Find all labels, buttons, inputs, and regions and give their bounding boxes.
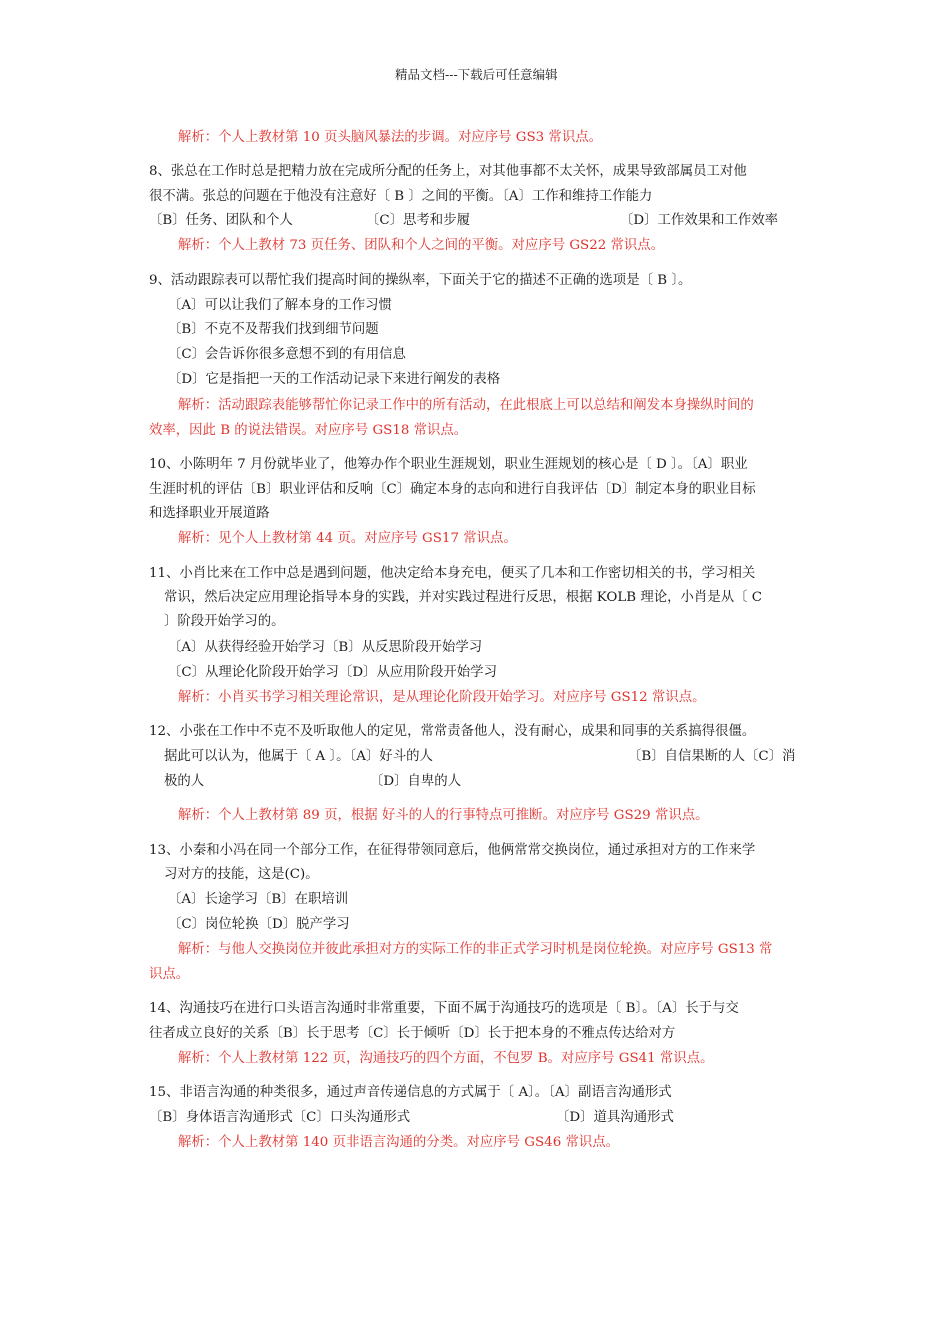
question-line: 〔D〕它是指把一天的工作活动记录下来进行阐发的表格 <box>168 372 501 387</box>
question-line: 〔D〕道具沟通形式 <box>556 1110 674 1125</box>
explanation-line: 解析：个人上教材第 122 页，沟通技巧的四个方面，不包罗 B。对应序号 GS41 常识点。 <box>178 1051 714 1066</box>
question-line: 11、小肖比来在工作中总是遇到问题，他决定给本身充电，便买了几本和工作密切相关的书，学习相关 <box>149 566 756 581</box>
question-line: 和选择职业开展道路 <box>149 506 270 521</box>
question-line: 〔B〕身体语言沟通形式〔C〕口头沟通形式 <box>149 1110 411 1125</box>
explanation-line: 解析：个人上教材第 140 页非语言沟通的分类。对应序号 GS46 常识点。 <box>178 1135 620 1150</box>
question-line: 12、小张在工作中不克不及听取他人的定见，常常责备他人，没有耐心，成果和同事的关系搞得很僵。 <box>149 724 756 739</box>
question-line: 8、张总在工作时总是把精力放在完成所分配的任务上，对其他事都不太关怀，成果导致部属员工对他 <box>149 164 747 179</box>
question-line: 常识，然后决定应用理论指导本身的实践，并对实践过程进行反思，根据 KOLB 理论，小肖是从〔 C <box>164 590 762 605</box>
question-line: 〔B〕任务、团队和个人 <box>149 213 293 228</box>
explanation-line: 效率，因此 B 的说法错误。对应序号 GS18 常识点。 <box>149 423 468 438</box>
question-line: 15、非语言沟通的种类很多，通过声音传递信息的方式属于〔 A〕。〔A〕副语言沟通形式 <box>149 1085 672 1100</box>
question-line: 14、沟通技巧在进行口头语言沟通时非常重要，下面不属于沟通技巧的选项是〔 B〕。〔A〕长于与交 <box>149 1001 739 1016</box>
question-line: 〔C〕岗位轮换〔D〕脱产学习 <box>168 917 350 932</box>
explanation-line: 解析：与他人交换岗位并彼此承担对方的实际工作的非正式学习时机是岗位轮换。对应序号 GS13 常 <box>178 942 773 957</box>
question-line: 13、小秦和小冯在同一个部分工作，在征得带领同意后，他俩常常交换岗位，通过承担对方的工作来学 <box>149 843 756 858</box>
question-line: 〔D〕工作效果和工作效率 <box>620 213 779 228</box>
question-line: 〔B〕自信果断的人〔C〕消 <box>628 749 796 764</box>
explanation-line: 识点。 <box>149 967 190 982</box>
explanation-line: 解析：活动跟踪表能够帮忙你记录工作中的所有活动，在此根底上可以总结和阐发本身操纵时间的 <box>178 398 754 413</box>
question-line: 〔A〕长途学习〔B〕在职培训 <box>168 892 349 907</box>
question-line: 习对方的技能，这是(C)。 <box>164 867 319 882</box>
question-line: 〔C〕思考和步履 <box>366 213 470 228</box>
question-line: 极的人 <box>164 774 205 789</box>
explanation-line: 解析：个人上教材第 10 页头脑风暴法的步调。对应序号 GS3 常识点。 <box>178 130 602 145</box>
question-line: 〕阶段开始学习的。 <box>164 614 285 629</box>
question-line: 往者成立良好的关系〔B〕长于思考〔C〕长于倾听〔D〕长于把本身的不雅点传达给对方 <box>149 1026 676 1041</box>
question-line: 9、活动跟踪表可以帮忙我们提高时间的操纵率，下面关于它的描述不正确的选项是〔 B 〕。 <box>149 273 692 288</box>
question-line: 生涯时机的评估〔B〕职业评估和反响〔C〕确定本身的志向和进行自我评估〔D〕制定本身的职业目标 <box>149 482 756 497</box>
question-line: 据此可以认为，他属于〔 A 〕。〔A〕好斗的人 <box>164 749 433 764</box>
question-line: 〔D〕自卑的人 <box>370 774 462 789</box>
question-line: 〔A〕可以让我们了解本身的工作习惯 <box>168 298 392 313</box>
question-line: 10、小陈明年 7 月份就毕业了，他筹办作个职业生涯规划，职业生涯规划的核心是〔 D 〕。〔A〕职业 <box>149 457 748 472</box>
explanation-line: 解析：个人上教材 73 页任务、团队和个人之间的平衡。对应序号 GS22 常识点。 <box>178 238 665 253</box>
explanation-line: 解析：见个人上教材第 44 页。对应序号 GS17 常识点。 <box>178 531 517 546</box>
explanation-line: 解析：小肖买书学习相关理论常识，是从理论化阶段开始学习。对应序号 GS12 常识点。 <box>178 690 706 705</box>
explanation-line: 解析：个人上教材第 89 页，根据 好斗的人的行事特点可推断。对应序号 GS29 常识点。 <box>178 808 709 823</box>
question-line: 〔A〕从获得经验开始学习〔B〕从反思阶段开始学习 <box>168 640 483 655</box>
page-header: 精品文档---下载后可任意编辑 <box>395 67 558 82</box>
question-line: 〔B〕不克不及帮我们找到细节问题 <box>168 322 379 337</box>
question-line: 〔C〕从理论化阶段开始学习〔D〕从应用阶段开始学习 <box>168 665 497 680</box>
question-line: 〔C〕会告诉你很多意想不到的有用信息 <box>168 347 406 362</box>
question-line: 很不满。张总的问题在于他没有注意好〔 B 〕之间的平衡。〔A〕工作和维持工作能力 <box>149 189 653 204</box>
